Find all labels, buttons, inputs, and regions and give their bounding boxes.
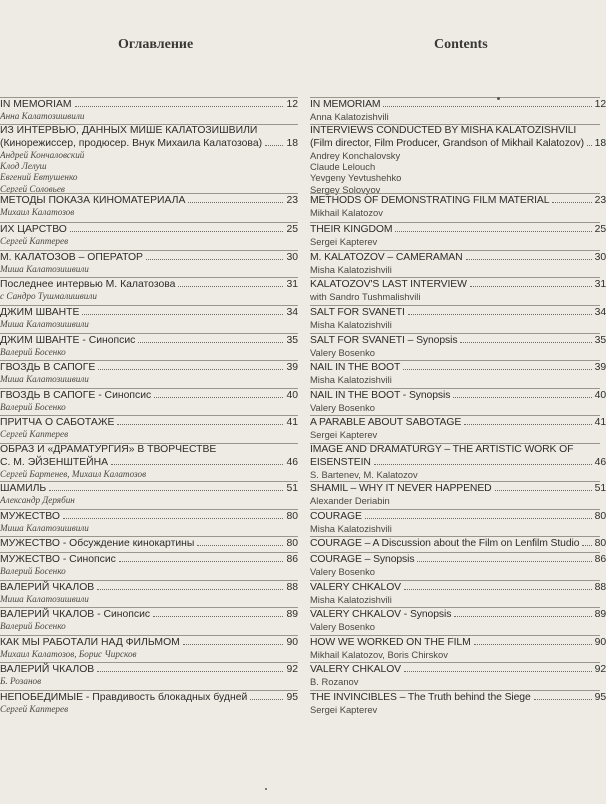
dot-leader — [587, 137, 592, 146]
contents-entry[interactable] — [310, 607, 606, 632]
entry-author: with Sandro Tushmalishvili — [310, 291, 421, 302]
entry-title: МУЖЕСТВО — [0, 511, 60, 522]
dot-leader — [188, 194, 283, 203]
contents-entry[interactable] — [0, 607, 298, 632]
entry-title: ИЗ ИНТЕРВЬЮ, ДАННЫХ МИШЕ КАЛАТОЗИШВИЛИ — [0, 125, 258, 136]
entry-title: (Film director, Film Producer, Grandson of Mikhail Kalatozov) — [310, 138, 584, 149]
contents-entry[interactable] — [0, 250, 298, 275]
entry-title-line — [0, 306, 298, 319]
dot-leader — [153, 608, 283, 617]
entry-author: Misha Kalatozishvili — [310, 319, 392, 330]
entry-title-line — [0, 416, 298, 429]
dot-leader — [453, 389, 591, 398]
entry-author: Миша Калатозишвили — [0, 319, 89, 329]
entry-author: Михаил Калатозов — [0, 207, 75, 217]
entry-title-line — [310, 581, 606, 594]
entry-title-line — [0, 537, 298, 550]
contents-entry[interactable] — [310, 635, 606, 660]
entry-author: B. Rozanov — [310, 676, 359, 687]
contents-entry[interactable] — [0, 193, 298, 218]
dot-leader — [75, 98, 284, 107]
entry-title: VALERY CHKALOV — [310, 664, 402, 675]
dot-leader — [466, 251, 592, 260]
dot-leader — [117, 416, 283, 425]
entry-author: Sergey Solovyov — [310, 183, 381, 195]
contents-entry[interactable] — [310, 481, 606, 506]
entry-title: М. КАЛАТОЗОВ – ОПЕРАТОР — [0, 252, 143, 263]
contents-entry[interactable] — [310, 250, 606, 275]
contents-entry[interactable] — [310, 193, 606, 218]
contents-entry[interactable] — [0, 443, 298, 480]
entry-title-line — [0, 482, 298, 495]
entry-title: VALERY CHKALOV — [310, 582, 402, 593]
contents-entry[interactable] — [0, 360, 298, 385]
entry-title-line — [0, 278, 298, 291]
page-number: 40 — [594, 390, 606, 401]
contents-entry[interactable] — [310, 662, 606, 687]
page-number: 88 — [286, 582, 298, 593]
page-number: 31 — [594, 279, 606, 290]
entry-author: Анна Калатозишвили — [0, 111, 85, 121]
entry-author: Миша Калатозишвили — [0, 523, 89, 533]
contents-entry[interactable] — [310, 509, 606, 534]
entry-title-line — [310, 553, 606, 566]
entry-author: Миша Калатозишвили — [0, 374, 89, 384]
entry-title-continuation — [310, 137, 606, 150]
page-number: 41 — [286, 417, 298, 428]
dot-leader — [403, 361, 591, 370]
entry-title-line — [0, 98, 298, 111]
entry-author: Misha Kalatozishvili — [310, 594, 392, 605]
entry-title: С. М. ЭЙЗЕНШТЕЙНА — [0, 457, 109, 468]
entry-title: NAIL IN THE BOOT — [310, 362, 401, 373]
contents-entry[interactable] — [310, 97, 606, 122]
contents-entry[interactable] — [310, 124, 606, 195]
dot-leader — [178, 278, 283, 287]
entry-author: Валерий Босенко — [0, 621, 66, 631]
entry-title-line — [310, 194, 606, 207]
dot-leader — [70, 223, 284, 232]
entry-author: Андрей Кончаловский — [0, 150, 85, 160]
entry-title-line — [0, 444, 298, 456]
page-number: 35 — [594, 335, 606, 346]
dot-leader — [534, 691, 592, 700]
page-number: 95 — [286, 692, 298, 703]
entry-title: M. KALATOZOV – CAMERAMAN — [310, 252, 463, 263]
page-number: 23 — [286, 195, 298, 206]
dot-leader — [417, 553, 591, 562]
contents-entry[interactable] — [0, 97, 298, 122]
dot-leader — [552, 194, 591, 203]
entry-title-line — [310, 537, 606, 550]
dot-leader — [250, 691, 283, 700]
dot-leader — [582, 537, 591, 546]
entry-title: ДЖИМ ШВАНТЕ — [0, 307, 80, 318]
entry-title: МУЖЕСТВО - Обсуждение кинокартины — [0, 538, 195, 549]
entry-title: МУЖЕСТВО - Синопсис — [0, 554, 116, 565]
page-number: 88 — [594, 582, 606, 593]
english-contents-heading: Contents — [434, 37, 488, 52]
page-number: 90 — [286, 637, 298, 648]
entry-title: ГВОЗДЬ В САПОГЕ — [0, 362, 96, 373]
entry-author: Клод Лелуш — [0, 161, 47, 172]
entry-author: Andrey Konchalovsky — [310, 150, 401, 161]
dot-leader — [97, 581, 283, 590]
page-number: 51 — [286, 483, 298, 494]
contents-entry[interactable] — [310, 277, 606, 302]
page-number: 25 — [594, 224, 606, 235]
entry-title-continuation — [0, 137, 298, 150]
entry-title-line — [0, 334, 298, 347]
entry-title-line — [310, 636, 606, 649]
entry-title-continuation — [310, 456, 606, 469]
entry-title-line — [0, 691, 298, 704]
contents-entry[interactable] — [0, 333, 298, 358]
page-number: 41 — [594, 417, 606, 428]
contents-entry[interactable] — [310, 690, 606, 715]
entry-title: COURAGE – A Discussion about the Film on Lenfilm Studio — [310, 538, 580, 549]
entry-title-line — [0, 636, 298, 649]
entry-title: IN MEMORIAM — [0, 99, 72, 110]
contents-entry[interactable] — [0, 580, 298, 605]
page-number: 40 — [286, 390, 298, 401]
page-number: 92 — [286, 664, 298, 675]
entry-title: ПРИТЧА О САБОТАЖЕ — [0, 417, 115, 428]
entry-title: ВАЛЕРИЙ ЧКАЛОВ - Синопсис — [0, 609, 151, 620]
contents-entry[interactable] — [310, 333, 606, 358]
entry-title: КАК МЫ РАБОТАЛИ НАД ФИЛЬМОМ — [0, 637, 180, 648]
dot-leader — [82, 306, 283, 315]
contents-entry[interactable] — [0, 415, 298, 440]
entry-title: EISENSTEIN — [310, 457, 371, 468]
entry-author: Сергей Каптерев — [0, 236, 69, 246]
entry-author: Sergei Kapterev — [310, 236, 378, 247]
entry-author: Sergei Kapterev — [310, 429, 378, 440]
entry-title-line — [310, 608, 606, 621]
entry-title: ОБРАЗ И «ДРАМАТУРГИЯ» В ТВОРЧЕСТВЕ — [0, 444, 217, 455]
entry-author: Anna Kalatozishvili — [310, 111, 389, 122]
entry-title: KALATOZOV'S LAST INTERVIEW — [310, 279, 467, 290]
dot-leader — [474, 636, 592, 645]
entry-author: с Сандро Тушмалишвили — [0, 291, 97, 301]
contents-entry[interactable] — [0, 509, 298, 534]
entry-author: Сергей Бартенев, Михаил Калатозов — [0, 469, 147, 479]
entry-title-line — [0, 510, 298, 523]
page-number: 51 — [594, 483, 606, 494]
entry-title: METHODS OF DEMONSTRATING FILM MATERIAL — [310, 195, 550, 206]
entry-title: COURAGE — [310, 511, 362, 522]
entry-title: МЕТОДЫ ПОКАЗА КИНОМАТЕРИАЛА — [0, 195, 186, 206]
contents-entry[interactable] — [310, 580, 606, 605]
dot-leader — [146, 251, 283, 260]
entry-author: Alexander Deriabin — [310, 495, 390, 506]
dot-leader — [374, 456, 592, 465]
page-number: 18 — [594, 138, 606, 149]
entry-author: Misha Kalatozishvili — [310, 523, 392, 534]
contents-entry[interactable] — [310, 388, 606, 413]
contents-entry[interactable] — [0, 690, 298, 715]
dot-leader — [154, 389, 283, 398]
entry-author: Сергей Каптерев — [0, 704, 69, 714]
entry-title: ИХ ЦАРСТВО — [0, 224, 67, 235]
contents-entry[interactable] — [0, 481, 298, 506]
dot-leader — [97, 663, 283, 672]
entry-title: SALT FOR SVANETI – Synopsis — [310, 335, 458, 346]
entry-author: Михаил Калатозов, Борис Чирсков — [0, 649, 137, 659]
entry-title-line — [0, 608, 298, 621]
entry-title-line — [310, 389, 606, 402]
entry-author: Валерий Босенко — [0, 347, 66, 357]
entry-title: SALT FOR SVANETI — [310, 307, 405, 318]
dot-leader — [98, 361, 283, 370]
dot-leader — [111, 456, 283, 465]
entry-title: ДЖИМ ШВАНТЕ - Синопсис — [0, 335, 136, 346]
entry-title-line — [310, 125, 600, 137]
entry-title: A PARABLE ABOUT SABOTAGE — [310, 417, 462, 428]
entry-title: ГВОЗДЬ В САПОГЕ - Синопсис — [0, 390, 152, 401]
page-number: 35 — [286, 335, 298, 346]
entry-title-line — [0, 389, 298, 402]
contents-entry[interactable] — [0, 124, 298, 195]
dot-leader — [408, 306, 592, 315]
entry-title-line — [310, 663, 606, 676]
page-number: 23 — [594, 195, 606, 206]
entry-author: Mikhail Kalatozov, Boris Chirskov — [310, 649, 448, 660]
contents-entry[interactable] — [310, 536, 606, 550]
entry-author: Mikhail Kalatozov — [310, 207, 383, 218]
contents-entry[interactable] — [310, 222, 606, 247]
entry-title-line — [0, 663, 298, 676]
entry-author: Сергей Соловьев — [0, 183, 65, 194]
page-number: 86 — [594, 554, 606, 565]
contents-entry[interactable] — [0, 305, 298, 330]
entry-title-line — [310, 223, 606, 236]
entry-title: IN MEMORIAM — [310, 99, 381, 110]
dot-leader — [63, 510, 283, 519]
entry-title: ШАМИЛЬ — [0, 483, 47, 494]
entry-title-line — [0, 194, 298, 207]
contents-entry[interactable] — [310, 552, 606, 577]
entry-title: IMAGE AND DRAMATURGY – THE ARTISTIC WORK OF — [310, 444, 574, 455]
entry-author: Валерий Босенко — [0, 402, 66, 412]
entry-title-line — [310, 510, 606, 523]
contents-entry[interactable] — [310, 415, 606, 440]
entry-author: Сергей Каптерев — [0, 429, 69, 439]
entry-author: Б. Розанов — [0, 676, 42, 686]
entry-author: Евгений Евтушенко — [0, 172, 78, 183]
page-number: 39 — [594, 362, 606, 373]
dot-leader — [404, 663, 592, 672]
entry-author: Yevgeny Yevtushehko — [310, 172, 402, 184]
entry-title: ВАЛЕРИЙ ЧКАЛОВ — [0, 582, 95, 593]
entry-title-line — [310, 306, 606, 319]
dot-leader — [454, 608, 591, 617]
entry-author: Valery Bosenko — [310, 347, 375, 358]
contents-entry[interactable] — [0, 222, 298, 247]
dot-leader — [470, 278, 592, 287]
contents-entry[interactable] — [310, 360, 606, 385]
entry-title-line — [0, 581, 298, 594]
page-number: 86 — [286, 554, 298, 565]
russian-contents-heading: Оглавление — [118, 37, 194, 52]
dot-leader — [383, 98, 591, 107]
entry-title: ВАЛЕРИЙ ЧКАЛОВ — [0, 664, 95, 675]
dot-leader — [495, 482, 592, 491]
entry-author: S. Bartenev, M. Kalatozov — [310, 469, 418, 480]
page-number: 25 — [286, 224, 298, 235]
dot-leader — [395, 223, 591, 232]
entry-title: COURAGE – Synopsis — [310, 554, 415, 565]
entry-title: HOW WE WORKED ON THE FILM — [310, 637, 471, 648]
entry-title-continuation — [0, 456, 298, 469]
contents-entry[interactable] — [0, 552, 298, 577]
entry-author: Valery Bosenko — [310, 402, 375, 413]
page-number: 80 — [286, 511, 298, 522]
page-number: 95 — [594, 692, 606, 703]
entry-title-line — [310, 278, 606, 291]
contents-entry[interactable] — [0, 536, 298, 550]
page-number: 30 — [594, 252, 606, 263]
contents-entry[interactable] — [0, 388, 298, 413]
dot-leader — [265, 137, 283, 146]
entry-title: (Кинорежиссер, продюсер. Внук Михаила Калатозова) — [0, 138, 263, 149]
entry-title: VALERY CHKALOV - Synopsis — [310, 609, 452, 620]
entry-title-line — [310, 416, 606, 429]
entry-title-line — [310, 444, 600, 456]
entry-title: INTERVIEWS CONDUCTED BY MISHA KALATOZISHVILI — [310, 125, 577, 136]
dot-leader — [365, 510, 592, 519]
entry-title: THEIR KINGDOM — [310, 224, 393, 235]
dot-leader — [183, 636, 284, 645]
page-number: 46 — [594, 457, 606, 468]
entry-author: Claude Lelouch — [310, 161, 376, 173]
page-number: 31 — [286, 279, 298, 290]
entry-title-line — [310, 361, 606, 374]
entry-author: Валерий Босенко — [0, 566, 66, 576]
entry-author: Миша Калатозишвили — [0, 264, 89, 274]
entry-author: Valery Bosenko — [310, 621, 375, 632]
entry-title-line — [0, 251, 298, 264]
entry-title-line — [0, 125, 298, 137]
entry-title-line — [310, 98, 606, 111]
contents-entry[interactable] — [0, 277, 298, 302]
page-number: 46 — [286, 457, 298, 468]
entry-title-line — [310, 334, 606, 347]
dot-leader — [404, 581, 592, 590]
entry-author: Misha Kalatozishvili — [310, 264, 392, 275]
pencil-mark — [497, 97, 500, 100]
page-number: 39 — [286, 362, 298, 373]
entry-author: Александр Дерябин — [0, 495, 75, 505]
dot-leader — [197, 537, 283, 546]
page-number: 12 — [286, 99, 298, 110]
entry-title: SHAMIL – WHY IT NEVER HAPPENED — [310, 483, 492, 494]
page-number: 12 — [594, 99, 606, 110]
page-number: 34 — [286, 307, 298, 318]
entry-author: Sergei Kapterev — [310, 704, 378, 715]
dot-leader — [138, 334, 283, 343]
entry-author: Valery Bosenko — [310, 566, 375, 577]
entry-author: Миша Калатозишвили — [0, 594, 89, 604]
page-number: 90 — [594, 637, 606, 648]
entry-title: Последнее интервью М. Калатозова — [0, 279, 176, 290]
page-number: 34 — [594, 307, 606, 318]
page-number: 80 — [594, 511, 606, 522]
entry-title-line — [0, 553, 298, 566]
dot-leader — [49, 482, 283, 491]
entry-title-line — [310, 482, 606, 495]
entry-title-line — [0, 223, 298, 236]
entry-title: THE INVINCIBLES – The Truth behind the Siege — [310, 692, 531, 703]
dot-leader — [464, 416, 591, 425]
entry-title: НЕПОБЕДИМЫЕ - Правдивость блокадных будней — [0, 692, 248, 703]
page-number: 80 — [594, 538, 606, 549]
page-number: 89 — [594, 609, 606, 620]
page-number: 89 — [286, 609, 298, 620]
entry-title-line — [0, 361, 298, 374]
entry-title-line — [310, 691, 606, 704]
entry-title-line — [310, 251, 606, 264]
page-number: 92 — [594, 664, 606, 675]
dot-leader — [119, 553, 284, 562]
page-number: 30 — [286, 252, 298, 263]
contents-entry[interactable] — [310, 443, 606, 480]
page-number: 80 — [286, 538, 298, 549]
contents-entry[interactable] — [310, 305, 606, 330]
entry-title: NAIL IN THE BOOT - Synopsis — [310, 390, 451, 401]
page-number: 18 — [286, 138, 298, 149]
dot-leader — [460, 334, 591, 343]
page-speck — [265, 788, 267, 790]
contents-entry[interactable] — [0, 662, 298, 687]
entry-author: Misha Kalatozishvili — [310, 374, 392, 385]
contents-entry[interactable] — [0, 635, 298, 660]
